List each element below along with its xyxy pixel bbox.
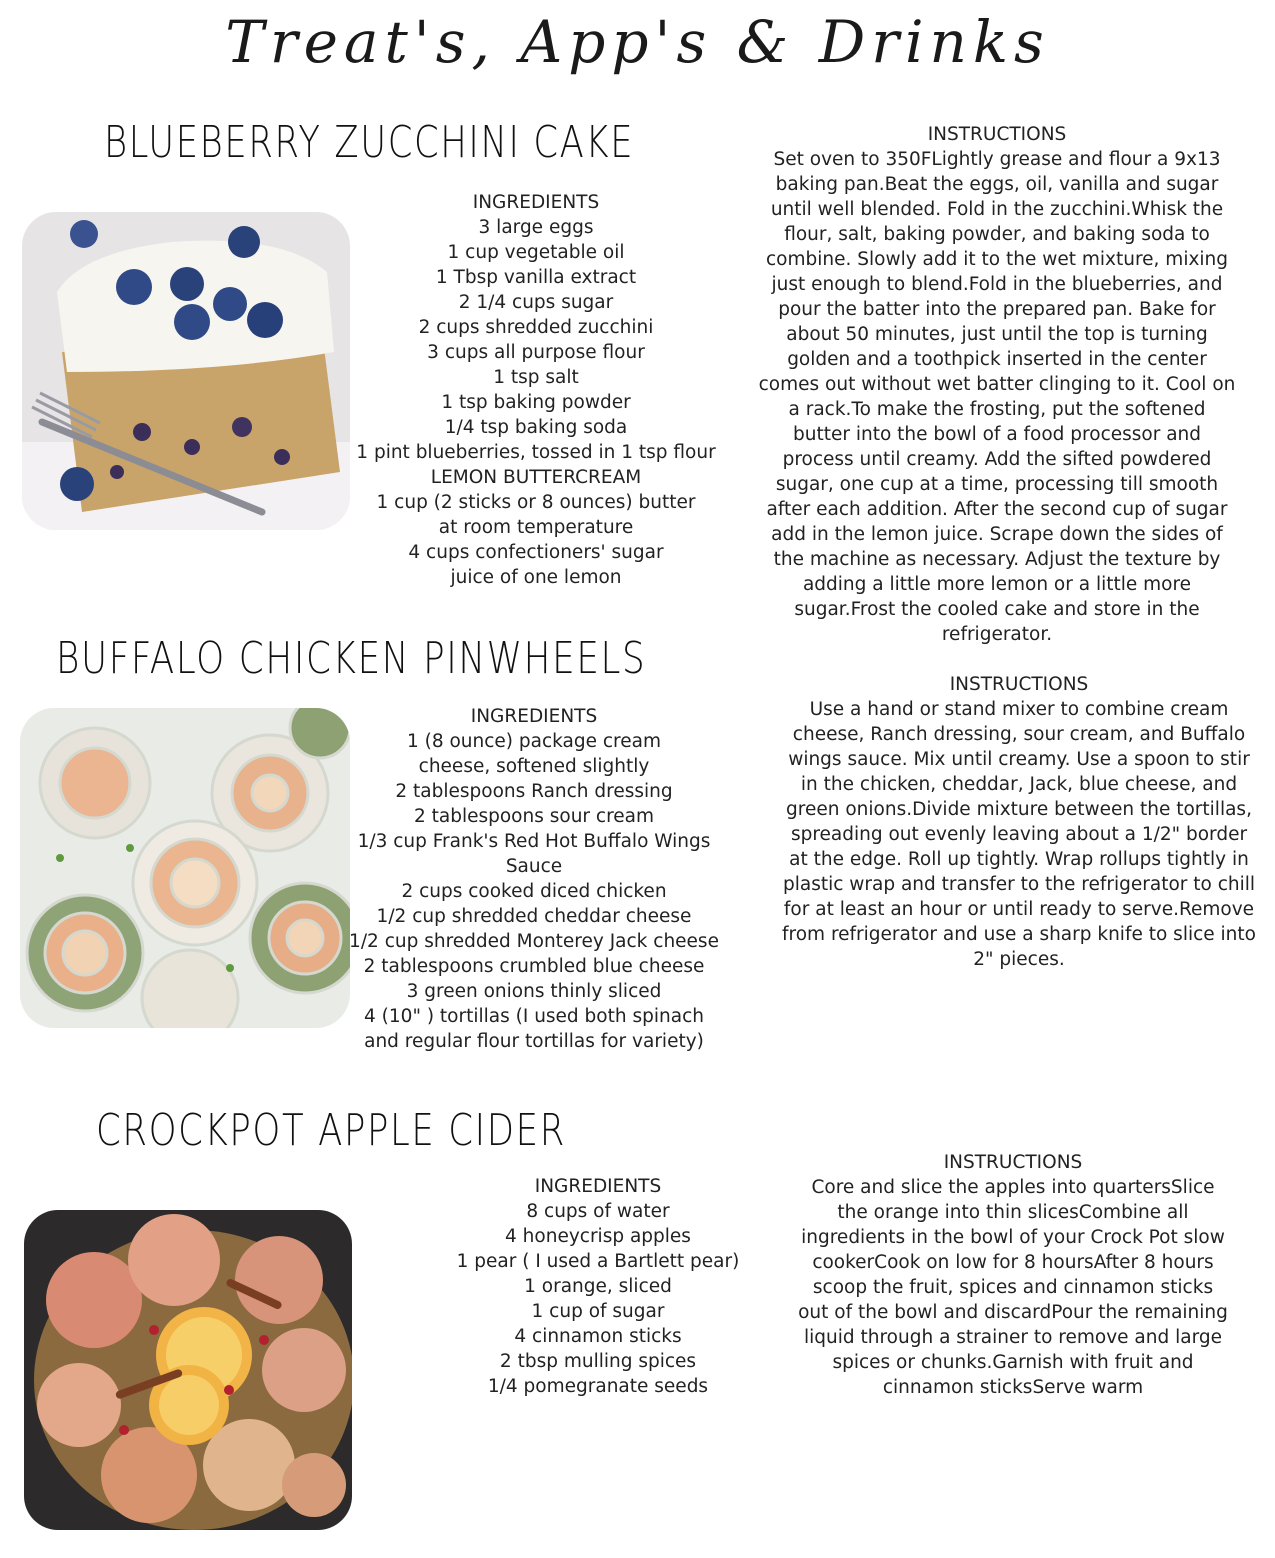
ingredient-item: 1/4 tsp baking soda — [444, 417, 628, 438]
ingredient-item: 1 tsp baking powder — [441, 392, 631, 413]
ingredient-item: 1 pint blueberries, tossed in 1 tsp flour — [356, 442, 716, 463]
instructions-text: Set oven to 350FLightly grease and flour a 9x13 baking pan.Beat the eggs, oil, vanilla and sugar until well blended. Fold in the zucchini.Whisk the flour, salt, baking powder, and baking soda to combine. Slowly add it to the wet mixture, mixing just enough to blend.Fold in the blueberries, and pour the batter into the prepared pan. Bake for about 50 minutes, just until the top is turning golden and a toothpick inserted in the center comes out without wet batter clinging to it. Cool on a rack.To make the frosting, put the softened butter into the bowl of a food processor and process until creamy. Add the sifted powdered sugar, one cup at a time, processing till smooth after each addition. After the second cup of sugar add in the lemon juice. Scrape down the sides of the machine as necessary. Adjust the texture by adding a little more lemon or a little more sugar.Frost the cooled cake and store in the refrigerator. — [758, 149, 1236, 645]
instructions-heading: INSTRUCTIONS — [949, 674, 1089, 695]
instructions-buffalo-chicken-pinwheels — [780, 672, 1258, 972]
ingredient-item: 1 Tbsp vanilla extract — [435, 267, 637, 288]
ingredient-item: 4 cups confectioners' sugar — [408, 542, 664, 563]
buffalo-chicken-pinwheels-photo — [20, 708, 350, 1028]
ingredient-item: 1 pear ( I used a Bartlett pear) — [456, 1251, 740, 1272]
ingredient-item: 1 orange, sliced — [524, 1276, 672, 1297]
ingredient-item: 1 cup (2 sticks or 8 ounces) butter at room temperature — [376, 492, 696, 538]
ingredient-item: 3 green onions thinly sliced — [406, 981, 662, 1002]
instructions-crockpot-apple-cider — [795, 1150, 1231, 1400]
ingredient-item: 2 1/4 cups sugar — [458, 292, 614, 313]
ingredient-subheading: LEMON BUTTERCREAM — [430, 467, 642, 488]
ingredient-item: 4 cinnamon sticks — [514, 1326, 682, 1347]
ingredient-item: 1 tsp salt — [493, 367, 579, 388]
ingredients-list-crockpot-apple-cider — [448, 1174, 748, 1399]
ingredients-list-blueberry-zucchini-cake — [356, 190, 716, 590]
ingredient-item: 1/3 cup Frank's Red Hot Buffalo Wings Sauce — [357, 831, 711, 877]
ingredient-item: 2 tablespoons sour cream — [413, 806, 655, 827]
ingredient-item: 2 tbsp mulling spices — [499, 1351, 697, 1372]
instructions-blueberry-zucchini-cake — [758, 122, 1236, 647]
instructions-heading: INSTRUCTIONS — [943, 1152, 1083, 1173]
blueberry-zucchini-cake-photo — [22, 212, 350, 530]
ingredient-item: 1/4 pomegranate seeds — [487, 1376, 709, 1397]
instructions-heading: INSTRUCTIONS — [927, 124, 1067, 145]
ingredients-heading: INGREDIENTS — [534, 1176, 662, 1197]
ingredient-item: 3 large eggs — [478, 217, 594, 238]
ingredients-heading: INGREDIENTS — [470, 706, 598, 727]
page-title: Treat's, App's & Drinks — [225, 8, 1050, 76]
crockpot-apple-cider-photo — [24, 1210, 352, 1530]
ingredient-item: 1 (8 ounce) package cream cheese, softened slightly — [406, 731, 662, 777]
ingredients-heading: INGREDIENTS — [472, 192, 600, 213]
ingredient-item: 1/2 cup shredded Monterey Jack cheese — [349, 931, 719, 952]
ingredient-item: 2 cups shredded zucchini — [418, 317, 654, 338]
recipe-title-buffalo-chicken-pinwheels: BUFFALO CHICKEN PINWHEELS — [56, 633, 647, 684]
instructions-text: Use a hand or stand mixer to combine cream cheese, Ranch dressing, sour cream, and Buffalo wings sauce. Mix until creamy. Use a spoon to stir in the chicken, cheddar, Jack, blue cheese, and green onions.Divide mixture between the tortillas, spreading out evenly leaving about a 1/2" border at the edge. Roll up tightly. Wrap rollups tightly in plastic wrap and transfer to the refrigerator to chill for at least an hour or until ready to serve.Remove from refrigerator and use a sharp knife to slice into 2" pieces. — [782, 699, 1256, 970]
ingredient-item: juice of one lemon — [450, 567, 622, 588]
ingredient-item: 4 (10" ) tortillas (I used both spinach and regular flour tortillas for variety) — [364, 1006, 704, 1052]
ingredient-item: 1/2 cup shredded cheddar cheese — [376, 906, 692, 927]
ingredient-item: 2 cups cooked diced chicken — [401, 881, 667, 902]
instructions-text: Core and slice the apples into quartersSlice the orange into thin slicesCombine all ingredients in the bowl of your Crock Pot slow cookerCook on low for 8 hoursAfter 8 hours scoop the fruit, spices and cinnamon sticks out of the bowl and discardPour the remaining liquid through a strainer to remove and large spices or chunks.Garnish with fruit and cinnamon sticksServe warm — [798, 1177, 1228, 1398]
ingredient-item: 3 cups all purpose flour — [427, 342, 645, 363]
ingredient-item: 2 tablespoons crumbled blue cheese — [363, 956, 705, 977]
ingredients-list-buffalo-chicken-pinwheels — [345, 704, 723, 1054]
ingredient-item: 8 cups of water — [526, 1201, 670, 1222]
recipe-title-blueberry-zucchini-cake: BLUEBERRY ZUCCHINI CAKE — [104, 117, 635, 168]
ingredient-item: 4 honeycrisp apples — [505, 1226, 691, 1247]
ingredient-item: 1 cup vegetable oil — [447, 242, 625, 263]
ingredient-item: 2 tablespoons Ranch dressing — [395, 781, 673, 802]
recipe-title-crockpot-apple-cider: CROCKPOT APPLE CIDER — [96, 1105, 566, 1156]
ingredient-item: 1 cup of sugar — [531, 1301, 665, 1322]
